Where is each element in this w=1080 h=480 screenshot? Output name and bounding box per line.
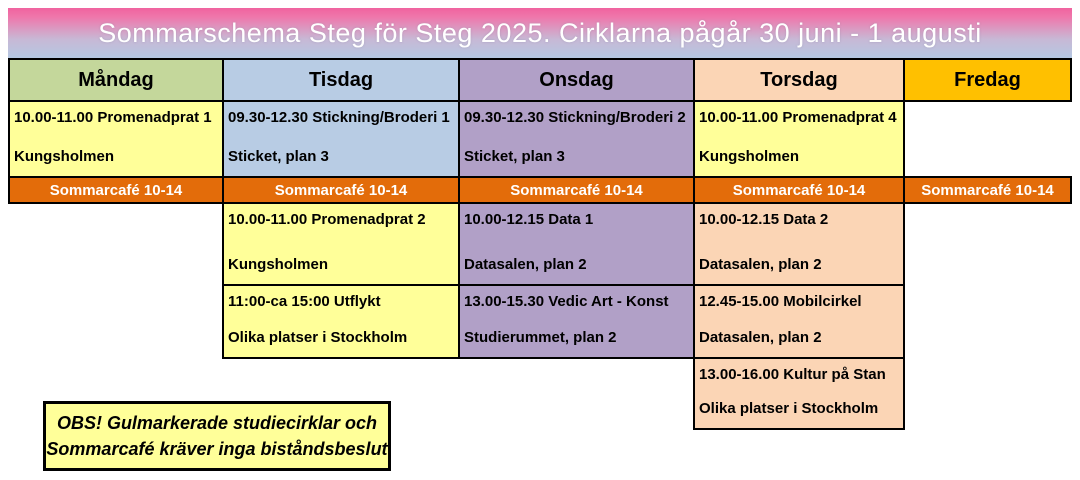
activity-location: Olika platser i Stockholm [228,328,408,346]
cafe-banner-monday: Sommarcafé 10-14 [8,176,224,204]
schedule-cell-monday-promenadprat-1 [8,100,224,178]
cafe-banner-wednesday: Sommarcafé 10-14 [458,176,695,204]
cafe-banner-thursday: Sommarcafé 10-14 [693,176,905,204]
activity-location: Datasalen, plan 2 [699,328,822,346]
activity-location: Kungsholmen [228,255,328,273]
schedule-cell-wednesday-stickning-broderi-2 [458,100,695,178]
activity-title: 12.45-15.00 Mobilcirkel [699,293,862,310]
obs-note-box [43,401,391,471]
activity-title: 10.00-11.00 Promenadprat 2 [228,211,426,228]
cafe-banner-tuesday: Sommarcafé 10-14 [222,176,460,204]
activity-title: 10.00-11.00 Promenadprat 4 [699,109,897,126]
cafe-banner-friday: Sommarcafé 10-14 [903,176,1072,204]
day-header-fredag: Fredag [903,58,1072,102]
activity-location: Studierummet, plan 2 [464,328,617,346]
day-header-torsdag: Torsdag [693,58,905,102]
activity-title: 11:00-ca 15:00 Utflykt [228,293,381,310]
activity-location: Datasalen, plan 2 [464,255,587,273]
schedule-cell-wednesday-data-1 [458,202,695,286]
activity-title: 09.30-12.30 Stickning/Broderi 2 [464,109,686,126]
schedule-cell-thursday-data-2 [693,202,905,286]
activity-title: 10.00-12.15 Data 2 [699,211,829,228]
schedule-cell-thursday-promenadprat-4 [693,100,905,178]
page-title: Sommarschema Steg för Steg 2025. Cirklarna pågår 30 juni - 1 augusti [98,17,982,48]
schedule-cell-tuesday-promenadprat-2 [222,202,460,286]
day-header-tisdag: Tisdag [222,58,460,102]
schedule-cell-tuesday-stickning-broderi-1 [222,100,460,178]
activity-location: Sticket, plan 3 [464,147,565,165]
activity-location: Olika platser i Stockholm [699,399,879,417]
activity-location: Datasalen, plan 2 [699,255,822,273]
schedule-cell-wednesday-vedic-art [458,284,695,359]
schedule-cell-thursday-kultur-pa-stan [693,357,905,430]
day-header-mandag: Måndag [8,58,224,102]
obs-note-line-2: Sommarcafé kräver inga biståndsbeslut [46,439,388,459]
activity-location: Kungsholmen [699,147,799,165]
day-header-onsdag: Onsdag [458,58,695,102]
activity-title: 13.00-16.00 Kultur på Stan [699,366,886,383]
activity-title: 10.00-11.00 Promenadprat 1 [14,109,212,126]
activity-title: 10.00-12.15 Data 1 [464,211,594,228]
activity-location: Kungsholmen [14,147,114,165]
title-banner [8,8,1072,58]
activity-location: Sticket, plan 3 [228,147,329,165]
activity-title: 13.00-15.30 Vedic Art - Konst [464,293,669,310]
schedule-cell-thursday-mobilcirkel [693,284,905,359]
schedule-cell-tuesday-utflykt [222,284,460,359]
obs-note-line-1: OBS! Gulmarkerade studiecirklar och [56,412,378,433]
activity-title: 09.30-12.30 Stickning/Broderi 1 [228,109,450,126]
